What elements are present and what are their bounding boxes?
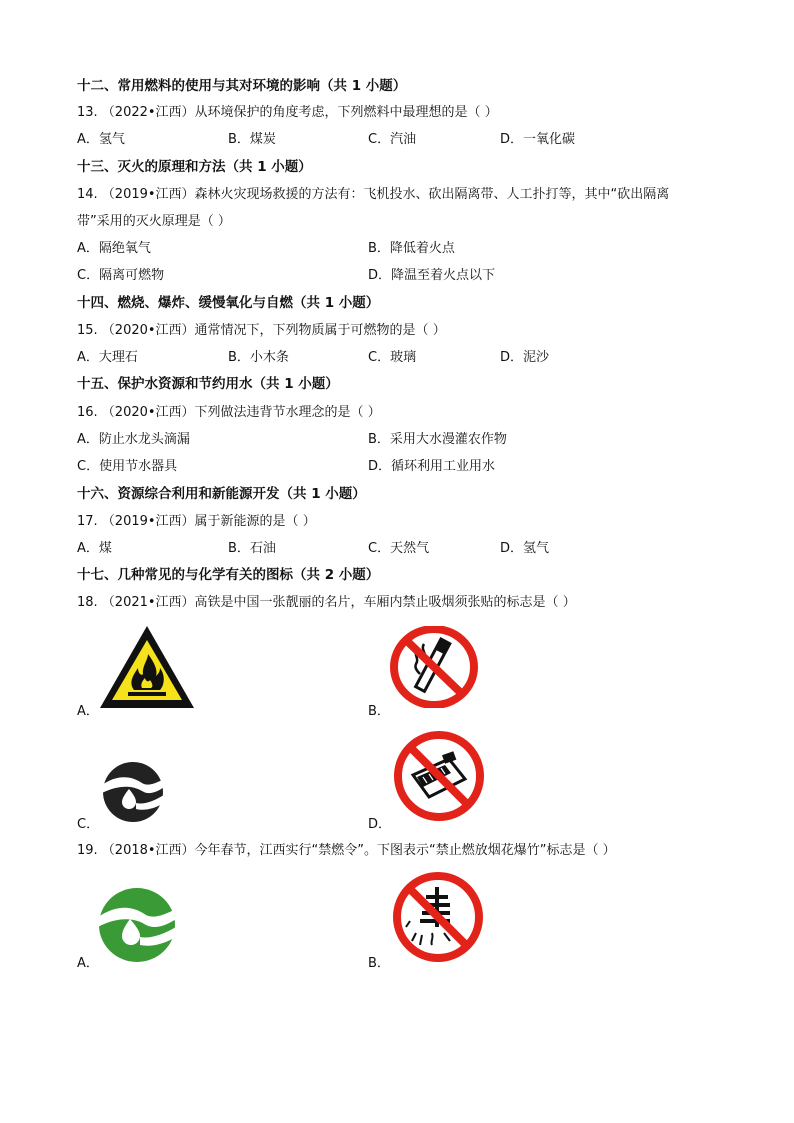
flammable-warning-icon	[98, 624, 196, 710]
option-13-d[interactable]: D．一氧化碳	[500, 132, 576, 147]
option-13-a[interactable]: A．氢气	[77, 132, 125, 147]
option-16-c[interactable]: C．使用节水器具	[77, 459, 178, 474]
question-14-line2: 带”采用的灭火原理是（ ）	[77, 214, 231, 229]
question-13: 13. （2022•江西）从环境保护的角度考虑，下列燃料中最理想的是（ ）	[77, 105, 498, 120]
option-18-c[interactable]: C．	[77, 817, 100, 832]
option-16-b[interactable]: B．采用大水漫灌农作物	[368, 432, 507, 447]
section-heading-16: 十六、资源综合利用和新能源开发（共 1 小题）	[77, 486, 366, 502]
section-heading-14: 十四、燃烧、爆炸、缓慢氧化与自燃（共 1 小题）	[77, 295, 380, 311]
option-18-b[interactable]: B．	[368, 704, 390, 719]
option-18-d[interactable]: D．	[368, 817, 392, 832]
option-15-c[interactable]: C．玻璃	[368, 350, 417, 365]
question-16: 16. （2020•江西）下列做法违背节水理念的是（ ）	[77, 405, 381, 420]
water-saving-icon	[98, 887, 176, 963]
question-15: 15. （2020•江西）通常情况下，下列物质属于可燃物的是（ ）	[77, 323, 446, 338]
no-smoking-icon	[390, 626, 478, 708]
option-15-a[interactable]: A．大理石	[77, 350, 138, 365]
option-15-b[interactable]: B．小木条	[228, 350, 289, 365]
option-17-d[interactable]: D．氢气	[500, 541, 550, 556]
question-18: 18. （2021•江西）高铁是中国一张靓丽的名片，车厢内禁止吸烟须张贴的标志是（ ）	[77, 595, 576, 610]
option-14-d[interactable]: D．降温至着火点以下	[368, 268, 496, 283]
water-saving-icon	[102, 761, 164, 823]
option-16-d[interactable]: D．循环利用工业用水	[368, 459, 496, 474]
option-14-b[interactable]: B．降低着火点	[368, 241, 455, 256]
no-matches-icon	[393, 731, 485, 821]
question-19: 19. （2018•江西）今年春节，江西实行“禁燃令”。下图表示“禁止燃放烟花爆竹”标志是（ ）	[77, 843, 616, 858]
option-15-d[interactable]: D．泥沙	[500, 350, 550, 365]
option-13-b[interactable]: B．煤炭	[228, 132, 276, 147]
question-17: 17. （2019•江西）属于新能源的是（ ）	[77, 514, 316, 529]
no-fireworks-icon	[392, 871, 484, 963]
section-heading-13: 十三、灭火的原理和方法（共 1 小题）	[77, 159, 312, 175]
option-19-a[interactable]: A．	[77, 956, 99, 971]
option-17-c[interactable]: C．天然气	[368, 541, 430, 556]
option-18-a[interactable]: A．	[77, 704, 99, 719]
option-14-c[interactable]: C．隔离可燃物	[77, 268, 165, 283]
option-17-a[interactable]: A．煤	[77, 541, 112, 556]
option-13-c[interactable]: C．汽油	[368, 132, 417, 147]
option-16-a[interactable]: A．防止水龙头滴漏	[77, 432, 190, 447]
section-heading-15: 十五、保护水资源和节约用水（共 1 小题）	[77, 376, 339, 392]
option-14-a[interactable]: A．隔绝氧气	[77, 241, 151, 256]
question-14-line1: 14. （2019•江西）森林火灾现场救援的方法有：飞机投水、砍出隔离带、人工扑打等，其中“砍出隔离	[77, 187, 670, 202]
option-19-b[interactable]: B．	[368, 956, 390, 971]
option-17-b[interactable]: B．石油	[228, 541, 276, 556]
section-heading-17: 十七、几种常见的与化学有关的图标（共 2 小题）	[77, 567, 380, 583]
section-heading-12: 十二、常用燃料的使用与其对环境的影响（共 1 小题）	[77, 78, 407, 94]
